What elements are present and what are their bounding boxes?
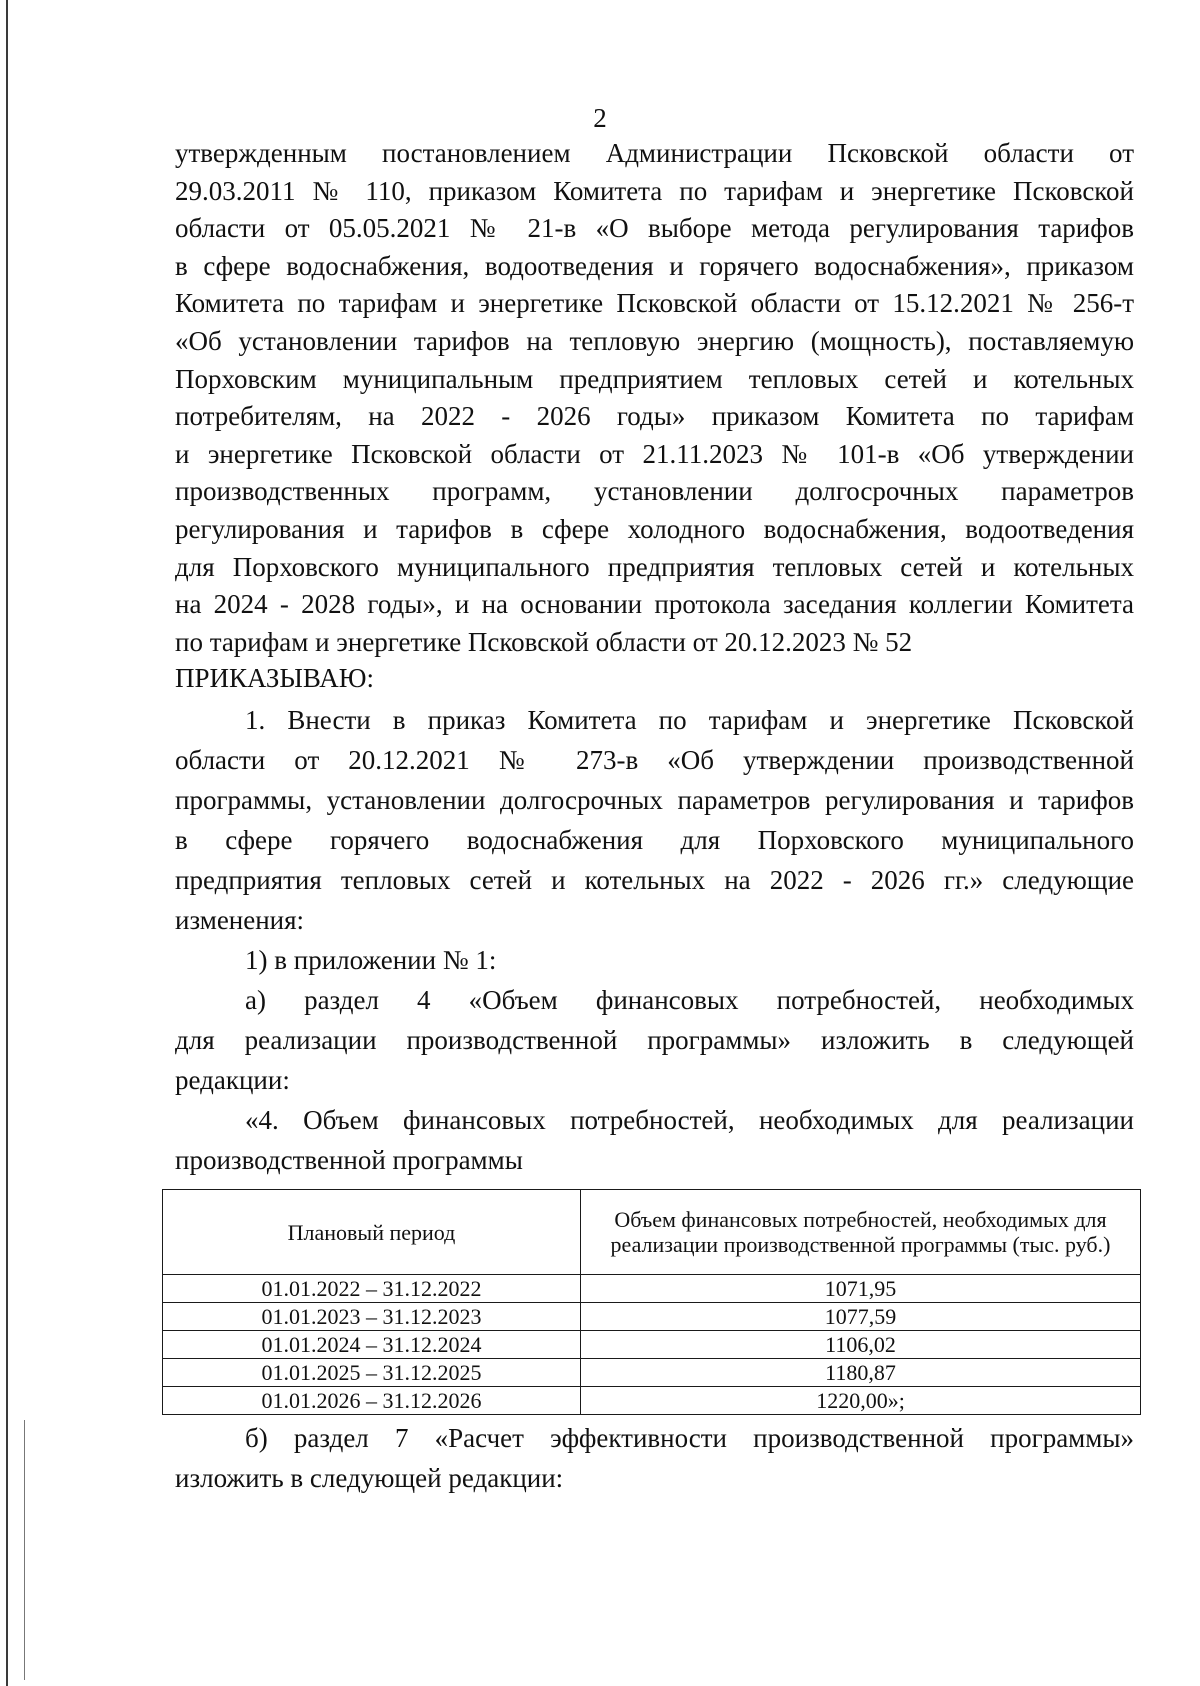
section4-line: «4. Объем финансовых потребностей, необходимых для реализации: [245, 1105, 1134, 1135]
preamble-line: «Об установлении тарифов на тепловую энергию (мощность), поставляемую: [175, 325, 1134, 356]
header-planned-period: Плановый период: [163, 1190, 581, 1275]
value-cell: 1220,00»;: [581, 1387, 1141, 1415]
period-cell: 01.01.2025 – 31.12.2025: [163, 1359, 581, 1387]
subitem-b-line: б) раздел 7 «Расчет эффективности производственной программы»: [245, 1423, 1134, 1453]
preamble-line: для Порховского муниципального предприятия тепловых сетей и котельных: [175, 551, 1134, 582]
table-row: [163, 1275, 1141, 1303]
period-cell: 01.01.2026 – 31.12.2026: [163, 1387, 581, 1415]
preamble-line: регулирования и тарифов в сфере холодного водоснабжения, водоотведения: [175, 513, 1134, 544]
item1-line: 1. Внести в приказ Комитета по тарифам и энергетике Псковской: [245, 705, 1134, 735]
preamble-line: потребителям, на 2022 - 2026 годы» приказом Комитета по тарифам: [175, 401, 1134, 432]
value-cell: 1071,95: [581, 1275, 1141, 1303]
preamble-line: производственных программ, установлении долгосрочных параметров: [175, 476, 1134, 507]
value-cell: 1180,87: [581, 1359, 1141, 1387]
preamble-line: утвержденным постановлением Администрации Псковской области от: [175, 138, 1134, 168]
preamble-line: 29.03.2011 № 110, приказом Комитета по тарифам и энергетике Псковской: [175, 175, 1134, 206]
subitem-b-line: изложить в следующей редакции:: [175, 1463, 564, 1493]
amendments-section: [175, 700, 1134, 1180]
preamble-paragraph: [175, 135, 1134, 661]
subitem-a-line: а) раздел 4 «Объем финансовых потребностей, необходимых: [245, 985, 1134, 1015]
financial-needs-table: [162, 1189, 1141, 1415]
header-financial-needs: Объем финансовых потребностей, необходимых для реализации производственной программы (тыс. руб.): [581, 1190, 1141, 1275]
subitem-a-line: для реализации производственной программы» изложить в следующей: [175, 1025, 1134, 1055]
item1-line: в сфере горячего водоснабжения для Порховского муниципального: [175, 825, 1134, 855]
period-cell: 01.01.2024 – 31.12.2024: [163, 1331, 581, 1359]
order-word: ПРИКАЗЫВАЮ:: [175, 663, 374, 693]
subitem-b-paragraph: [175, 1418, 1134, 1498]
period-cell: 01.01.2023 – 31.12.2023: [163, 1303, 581, 1331]
subitem-a-line: редакции:: [175, 1065, 290, 1095]
table-row: [163, 1359, 1141, 1387]
item1-line: предприятия тепловых сетей и котельных на 2022 - 2026 гг.» следующие: [175, 865, 1134, 895]
table-row: [163, 1303, 1141, 1331]
table-row: [163, 1387, 1141, 1415]
section4-line: производственной программы: [175, 1145, 523, 1175]
preamble-line: Порховским муниципальным предприятием тепловых сетей и котельных: [175, 363, 1134, 394]
preamble-line: в сфере водоснабжения, водоотведения и горячего водоснабжения», приказом: [175, 250, 1134, 281]
preamble-line: Комитета по тарифам и энергетике Псковской области от 15.12.2021 № 256-т: [175, 288, 1134, 319]
table-row: [163, 1331, 1141, 1359]
preamble-line: по тарифам и энергетике Псковской области от 20.12.2023 № 52: [175, 626, 913, 657]
item1-line: изменения:: [175, 905, 305, 935]
scan-left-edge-secondary: [24, 1420, 25, 1680]
table-header-row: [163, 1190, 1141, 1275]
subitem-1: 1) в приложении № 1:: [245, 945, 497, 975]
preamble-line: и энергетике Псковской области от 21.11.2023 № 101-в «Об утверждении: [175, 438, 1134, 469]
item1-line: области от 20.12.2021 № 273-в «Об утверждении производственной: [175, 745, 1134, 775]
period-cell: 01.01.2022 – 31.12.2022: [163, 1275, 581, 1303]
preamble-line: области от 05.05.2021 № 21-в «О выборе метода регулирования тарифов: [175, 213, 1134, 244]
value-cell: 1106,02: [581, 1331, 1141, 1359]
item1-line: программы, установлении долгосрочных параметров регулирования и тарифов: [175, 785, 1134, 815]
preamble-line: на 2024 - 2028 годы», и на основании протокола заседания коллегии Комитета: [175, 589, 1134, 620]
scan-left-edge: [6, 0, 8, 1686]
page-number: 2: [593, 103, 607, 133]
value-cell: 1077,59: [581, 1303, 1141, 1331]
